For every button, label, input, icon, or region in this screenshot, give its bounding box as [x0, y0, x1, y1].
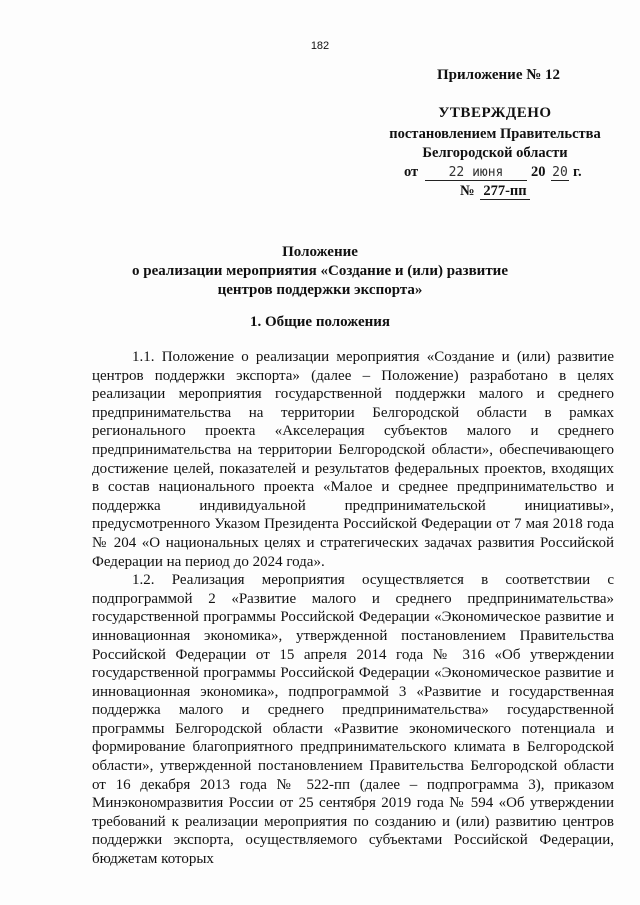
date-prefix: от [404, 164, 419, 180]
paragraph-1-1: 1.1. Положение о реализации мероприятия «Создание и (или) развитие центров поддержки экспорта» (далее – Положение) разработано в целях реализации мероприятия государственной поддержки малого и среднего предпринимательства на территории Белгородской области в рамках регионального проекта «Акселерация субъектов малого и среднего предпринимательства на территории Белгородской области», обеспечивающего достижение целей, показателей и результатов федеральных проектов, входящих в состав национального проекта «Малое и среднее предпринимательство и поддержка индивидуальной предпринимательской инициативы», предусмотренного Указом Президента Российской Федерации от 7 мая 2018 года № 204 «О национальных целях и стратегических задачах развития Российской Федерации на период до 2024 года». [92, 349, 614, 570]
document-title [40, 243, 600, 300]
approval-date-row [375, 163, 615, 182]
handwritten-date: 22 июня [425, 163, 527, 181]
handwritten-number: 277-пп [480, 182, 530, 200]
year-suffix: г. [573, 164, 582, 180]
title-line-2: о реализации мероприятия «Создание и (или) развитие [132, 263, 508, 279]
section-title: 1. Общие положения [249, 314, 391, 330]
title-line-1: Положение [282, 244, 358, 260]
handwritten-year: 20 [552, 165, 568, 180]
number-prefix: № [460, 183, 475, 199]
approval-block [375, 104, 615, 201]
year-prefix: 20 [531, 164, 546, 180]
approval-number-row [375, 182, 615, 201]
paragraph-1-2: 1.2. Реализация мероприятия осуществляется в соответствии с подпрограммой 2 «Развитие малого и среднего предпринимательства» государственной программы Российской Федерации «Экономическое развитие и инновационная экономика», утвержденной постановлением Правительства Российской Федерации от 15 апреля 2014 года № 316 «Об утверждении государственной программы Российской Федерации «Экономическое развитие и инновационная экономика», подпрограммой 3 «Развитие и государственная поддержка малого и среднего предпринимательства» государственной программы Белгородской области «Развитие экономического потенциала и формирование благоприятного предпринимательского климата в Белгородской области», утвержденной постановлением Правительства Белгородской области от 16 декабря 2013 года № 522-пп (далее – подпрограмма 3), приказом Минэкономразвития России от 25 сентября 2019 года № 594 «Об утверждении требований к реализации мероприятия по созданию и (или) развитию центров поддержки экспорта, осуществляемого субъектами Российской Федерации, бюджетам которых [92, 572, 614, 868]
body-text [92, 348, 614, 869]
appendix-label: Приложение № 12 [437, 67, 561, 83]
approval-line-1: постановлением Правительства [389, 126, 601, 142]
page-number: 182 [310, 40, 330, 52]
title-line-3: центров поддержки экспорта» [217, 282, 423, 298]
approval-title: УТВЕРЖДЕНО [438, 105, 552, 121]
approval-line-2: Белгородской области [422, 145, 568, 161]
